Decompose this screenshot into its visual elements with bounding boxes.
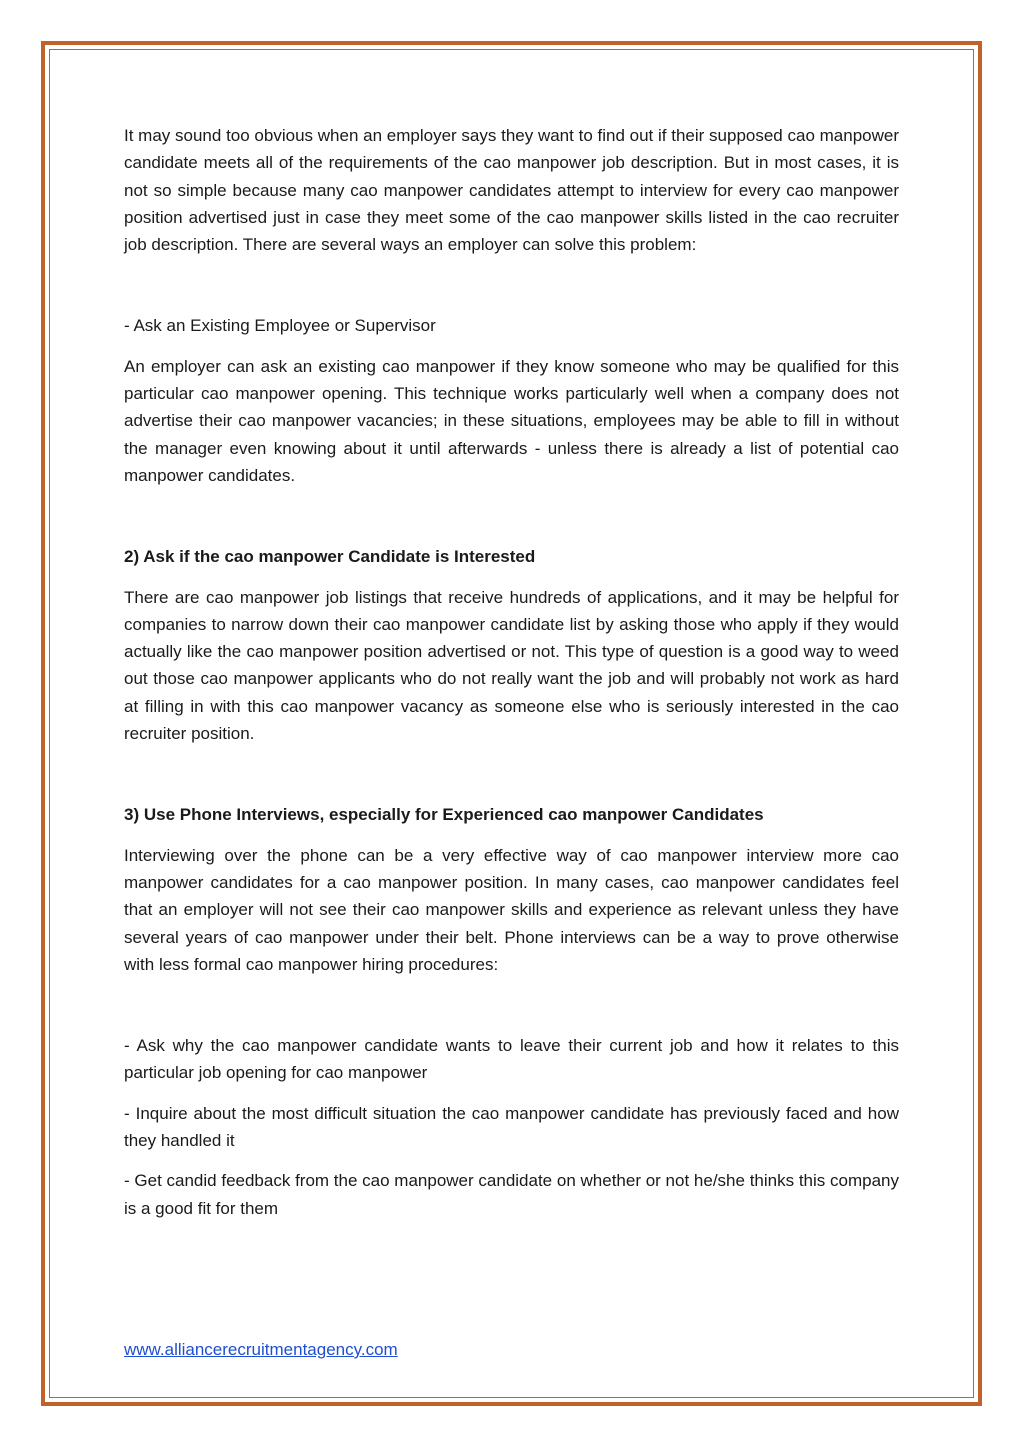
bullet-item: - Ask why the cao manpower candidate wants to leave their current job and how it relates to this particular job opening for cao manpower — [124, 1036, 899, 1083]
tip2-body: There are cao manpower job listings that receive hundreds of applications, and it may be helpful for companies to narrow down their cao manpower candidate list by asking those who apply if they would actually like the cao manpower position advertised or not. This type of question is a good way to weed out those cao manpower applicants who do not really want the job and will probably not work as hard at filling in with this cao manpower vacancy as someone else who is seriously interested in the cao recruiter position. — [124, 587, 899, 744]
tip1-body: An employer can ask an existing cao manpower if they know someone who may be qualified for this particular cao manpower opening. This technique works particularly well when a company does not advertise their cao manpower vacancies; in these situations, employees may be able to fill in without the manager even knowing about it until afterwards - unless there is already a list of potential cao manpower candidates. — [124, 356, 899, 485]
website-link[interactable]: www.alliancerecruitmentagency.com — [124, 1340, 398, 1359]
tip3-heading: 3) Use Phone Interviews, especially for Experienced cao manpower Candidates — [124, 805, 764, 825]
tip3-body: Interviewing over the phone can be a very effective way of cao manpower interview more cao manpower candidates for a cao manpower position. In many cases, cao manpower candidates feel that an employer will not see their cao manpower skills and experience as relevant unless they have several years of cao manpower under their belt. Phone interviews can be a way to prove otherwise with less formal cao manpower hiring procedures: — [124, 845, 899, 974]
bullet-item: - Get candid feedback from the cao manpower candidate on whether or not he/she thinks this company is a good fit for them — [124, 1171, 899, 1218]
document-body — [124, 122, 899, 1222]
bullet-item: - Inquire about the most difficult situation the cao manpower candidate has previously faced and how they handled it — [124, 1103, 899, 1151]
intro-paragraph: It may sound too obvious when an employer says they want to find out if their supposed cao manpower candidate meets all of the requirements of the cao manpower job description. But in most cases, it is not so simple because many cao manpower candidates attempt to interview for every cao manpower position advertised just in case they meet some of the cao manpower skills listed in the cao recruiter job description. There are several ways an employer can solve this problem: — [124, 126, 899, 255]
tip2-heading: 2) Ask if the cao manpower Candidate is Interested — [124, 547, 536, 567]
tip1-title: - Ask an Existing Employee or Supervisor — [124, 316, 436, 336]
